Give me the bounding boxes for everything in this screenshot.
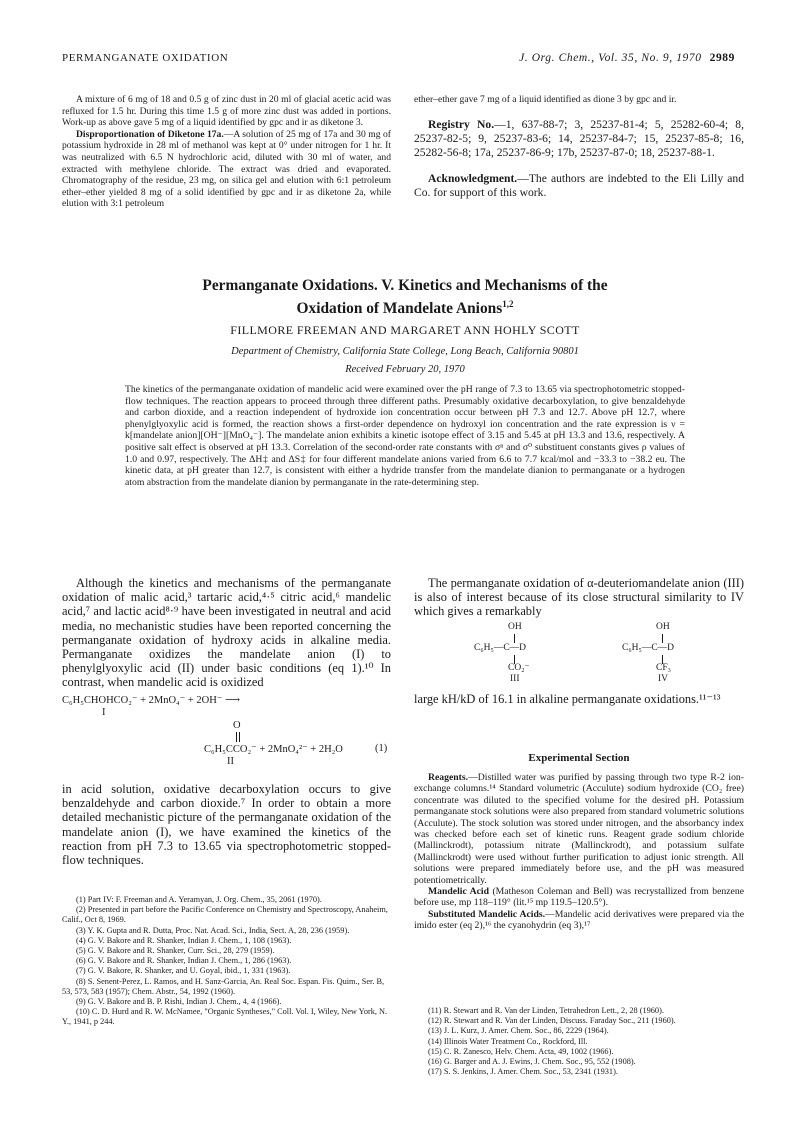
carbonyl-bond — [239, 732, 240, 742]
affiliation: Department of Chemistry, California State College, Long Beach, California 90801 — [231, 346, 579, 357]
footnote: (8) S. Senent-Perez, L. Ramos, and H. Sanz-Garcia, An. Real Soc. Espan. Fis. Quim., Ser. B, 53, 573, 583 (1957); Chem. Abstr., 54, 1992 (1960). — [62, 976, 385, 996]
paragraph: A mixture of 6 mg of 18 and 0.5 g of zinc dust in 20 ml of glacial acetic acid was refluxed for 1.5 hr. During this time 1.5 g of more zinc dust was added in portions. Work-up as above gave 5 mg of a liquid identified by gpc and ir as diketone 3. — [62, 94, 391, 129]
paragraph-text: (Matheson Coleman and Bell) was recrystallized from benzene before use, mp 118–119° (lit.¹⁵ mp 119.5–120.5°). — [414, 886, 744, 909]
equation-1 — [62, 694, 392, 770]
body-left-intro — [62, 576, 391, 690]
acknowledgment — [414, 172, 744, 200]
structure-IV-hydroxyl: OH — [656, 622, 670, 632]
footnote: (15) C. R. Zanesco, Helv. Chem. Acta, 49, 1002 (1966). — [428, 1046, 614, 1056]
paragraph-heading: Disproportionation of Diketone 17a. — [76, 128, 224, 140]
footnote: (6) G. V. Bakore and R. Shanker, Indian J. Chem., 1, 286 (1963). — [76, 956, 292, 966]
footnote: (11) R. Stewart and R. Van der Linden, Tetrahedron Lett., 2, 28 (1960). — [428, 1006, 664, 1015]
footnote: (2) Presented in part before the Pacific Conference on Chemistry and Spectroscopy, Anaheim, Calif., Oct 8, 1969. — [62, 905, 388, 925]
registry-text: —1, 637-88-7; 3, 25237-81-4; 5, 25282-60-4; 8, 25237-82-5; 9, 25237-83-6; 14, 25237-84-7; 15, 25237-85-8; 16, 25282-56-8; 17a, 25237-86-9; 17b, 25237-87-0; 18, 25237-88-1. — [414, 117, 744, 159]
acknowledgment-heading: Acknowledgment. — [428, 171, 518, 185]
running-head: PERMANGANATE OXIDATION — [62, 52, 229, 64]
footnote: (17) S. S. Jenkins, J. Amer. Chem. Soc., 53, 2341 (1931). — [428, 1067, 618, 1077]
equation-number: (1) — [375, 743, 388, 754]
equation-1-products: C₆H₅CCO₂⁻ + 2MnO₄²⁻ + 2H₂O — [204, 744, 343, 755]
paragraph: Although the kinetics and mechanisms of the permanganate oxidation of malic acid,³ tartaric acid,⁴·⁵ citric acid,⁶ mandelic acid,⁷ and lactic acid⁸·⁹ have been investigated in neutral and acid media, no mechanistic studies have been reported concerning the permanganate oxidation of hydroxy acids in alkaline media. Permanganate oxidizes the mandelate anion (I) to phenylglyoxylic acid (II) under basic conditions (eq 1).¹⁰ In contrast, when mandelic acid is oxidized — [62, 576, 391, 690]
paragraph: in acid solution, oxidative decarboxylation occurs to give benzaldehyde and carbon dioxide.⁷ In order to obtain a more detailed mechanistic picture of the permanganate oxidation of the mandelate anion (I), we have examined the kinetics of the reaction from pH 7.3 to 13.65 via spectrophotometric stopped-flow techniques. — [62, 782, 391, 868]
paragraph-heading: Reagents. — [428, 772, 469, 783]
paragraph-text: —Mandelic acid derivatives were prepared via the imido ester (eq 2),¹⁶ the cyanohydrin (eq 3),¹⁷ — [414, 908, 744, 932]
compound-label-I: I — [102, 707, 106, 718]
bond — [662, 634, 663, 643]
equation-1-reactants: C₆H₅CHOHCO₂⁻ + 2MnO₄⁻ + 2OH⁻ ⟶ — [62, 695, 241, 706]
footnotes-left — [62, 895, 392, 1028]
carbonyl-oxygen: O — [233, 720, 241, 731]
paragraph: large kH/kD of 16.1 in alkaline permanganate oxidations.¹¹⁻¹³ — [414, 692, 721, 706]
paragraph — [414, 772, 744, 886]
section-heading: Experimental Section — [528, 752, 630, 764]
compound-label-II: II — [227, 756, 234, 767]
footnote: (1) Part IV: F. Freeman and A. Yeramyan, J. Org. Chem., 35, 2061 (1970). — [76, 895, 322, 904]
paragraph-heading: Substituted Mandelic Acids. — [428, 908, 546, 920]
footnote: (13) J. L. Kurz, J. Amer. Chem. Soc., 86, 2229 (1964). — [428, 1026, 609, 1036]
previous-article-right-column — [414, 94, 744, 200]
paragraph-text: —Distilled water was purified by passing through two type R-2 ion-exchange columns.¹⁴ Standard volumetric (Acculute) sodium hydroxide (CO₂ free) concentrate was diluted to the specified volume for the desired pH. Potassium permanganate stock solutions were also prepared from standard volumetric solutions (Acculute). The stock solution was stored under nitrogen, and the absorbancy index was checked before each set of kinetic runs. Reagent grade sodium chloride (Mallinckrodt), potassium nitrate (Mallinckrodt), and potassium sulfate (Mallinckrodt) were used without further purification to adjust ionic strength. All solutions were prepared immediately before use, and the pH was measured potentiometrically. — [414, 772, 744, 886]
experimental-text — [414, 772, 744, 932]
paragraph — [414, 909, 744, 932]
paragraph — [62, 129, 391, 210]
page-number: 2989 — [709, 52, 735, 64]
abstract: The kinetics of the permanganate oxidation of mandelic acid were examined over the pH range of 7.3 to 13.65 via spectrophotometric stopped-flow techniques. The reaction appears to proceed through three different paths. Presumably oxidative decarboxylation, to give benzaldehyde and carbon dioxide, and a reaction independent of hydroxide ion concentration occur between pH 7.3 and 12.7. Above pH 12.7, where phenylglyoxylic acid is formed, the reaction shows a first-order dependence on hydroxyl ion concentration and the rate expression is ν = k[mandelate anion][OH⁻][MnO₄⁻]. The mandelate anion exhibits a kinetic isotope effect of 3.15 and 5.45 at pH 13.3 and 13.6, respectively. A positive salt effect is observed at pH 13.3. Correlation of the second-order rate constants with σⁿ and σ⁰ substituent constants gives ρ values of 1.0 and 0.97, respectively. The ΔH‡ and ΔS‡ for four different mandelate anions varied from 6.6 to 7.7 kcal/mol and −33.3 to −38.2 eu. The kinetic data, at pH greater than 12.7, is consistent with either a hydride transfer from the mandelate dianion to permanganate or a hydrogen atom abstraction from the mandelate dianion by permanganate in the rate-determining step. — [125, 384, 685, 488]
journal-name: J. Org. Chem., Vol. 35, No. 9, 1970 — [519, 52, 702, 64]
structure-III-carboxylate: CO₂⁻ — [508, 663, 530, 673]
journal-citation — [519, 52, 735, 64]
paragraph: The permanganate oxidation of α-deuteriomandelate anion (III) is also of interest because of its close structural similarity to IV which gives a remarkably — [414, 576, 744, 619]
authors: FILLMORE FREEMAN AND MARGARET ANN HOHLY SCOTT — [230, 323, 580, 337]
footnote: (4) G. V. Bakore and R. Shanker, Indian J. Chem., 1, 108 (1963). — [76, 935, 292, 945]
compound-label-IV: IV — [658, 674, 669, 684]
footnote: (14) Illinois Water Treatment Co., Rockford, Ill. — [428, 1036, 588, 1046]
registry-numbers — [414, 118, 744, 160]
body-right-intro — [414, 576, 744, 619]
body-left-continued — [62, 782, 391, 867]
paragraph: ether–ether gave 7 mg of a liquid identified as dione 3 by gpc and ir. — [414, 94, 677, 105]
title-line-2-text: Oxidation of Mandelate Anions — [296, 300, 503, 318]
title-line-2 — [60, 295, 750, 318]
paragraph-heading: Mandelic Acid — [428, 886, 490, 898]
carbonyl-bond — [236, 732, 237, 742]
registry-heading: Registry No. — [428, 117, 495, 131]
article-title — [60, 276, 750, 318]
structure-III-backbone: C₆H₅—C—D — [474, 643, 527, 653]
footnote: (16) G. Barger and A. J. Ewins, J. Chem. Soc., 95, 552 (1908). — [428, 1057, 636, 1067]
compound-label-III: III — [510, 674, 520, 684]
footnote: (3) Y. K. Gupta and R. Dutta, Proc. Nat. Acad. Sci., India, Sect. A, 28, 236 (1959). — [76, 925, 350, 935]
paragraph — [414, 886, 744, 909]
footnote: (10) C. D. Hurd and R. W. McNamee, "Organic Syntheses," Coll. Vol. I, Wiley, New York, N. Y., 1941, p 244. — [62, 1007, 388, 1027]
paragraph-text: —A solution of 25 mg of 17a and 30 mg of potassium hydroxide in 28 ml of methanol was kept at 0° under nitrogen for 1 hr. It was neutralized with 6.5 N hydrochloric acid, diluted with 30 ml of water, and extracted with methylene chloride. The extract was dried and evaporated. Chromatography of the residue, 23 mg, on silica gel and elution with 6:1 petroleum ether–ether yielded 8 mg of a solid identified by gpc and ir as diketone 2a, while elution with 3:1 petroleum — [62, 128, 392, 210]
structures-III-IV — [414, 622, 744, 684]
title-line-1: Permanganate Oxidations. V. Kinetics and Mechanisms of the — [202, 277, 608, 294]
structure-IV-backbone: C₆H₅—C—D — [622, 643, 675, 653]
footnote: (7) G. V. Bakore, R. Shanker, and U. Goyal, ibid., 1, 331 (1963). — [76, 966, 291, 976]
footnotes-right — [414, 1006, 744, 1077]
title-footnote-mark: 1,2 — [502, 299, 514, 309]
structure-IV-trifluoromethyl: CF₃ — [656, 663, 671, 673]
footnote: (5) G. V. Bakore and R. Shanker, Curr. Sci., 28, 279 (1959). — [76, 946, 275, 956]
previous-article-left-column — [62, 94, 391, 210]
structure-III-hydroxyl: OH — [508, 622, 522, 632]
footnote: (12) R. Stewart and R. Van der Linden, Discuss. Faraday Soc., 211 (1960). — [428, 1016, 676, 1026]
footnote: (9) G. V. Bakore and B. P. Rishi, Indian J. Chem., 4, 4 (1966). — [76, 997, 282, 1007]
received-date: Received February 20, 1970 — [345, 364, 465, 375]
bond — [514, 634, 515, 643]
acknowledgment-text: —The authors are indebted to the Eli Lilly and Co. for support of this work. — [414, 171, 744, 199]
body-right-continued — [414, 692, 744, 706]
